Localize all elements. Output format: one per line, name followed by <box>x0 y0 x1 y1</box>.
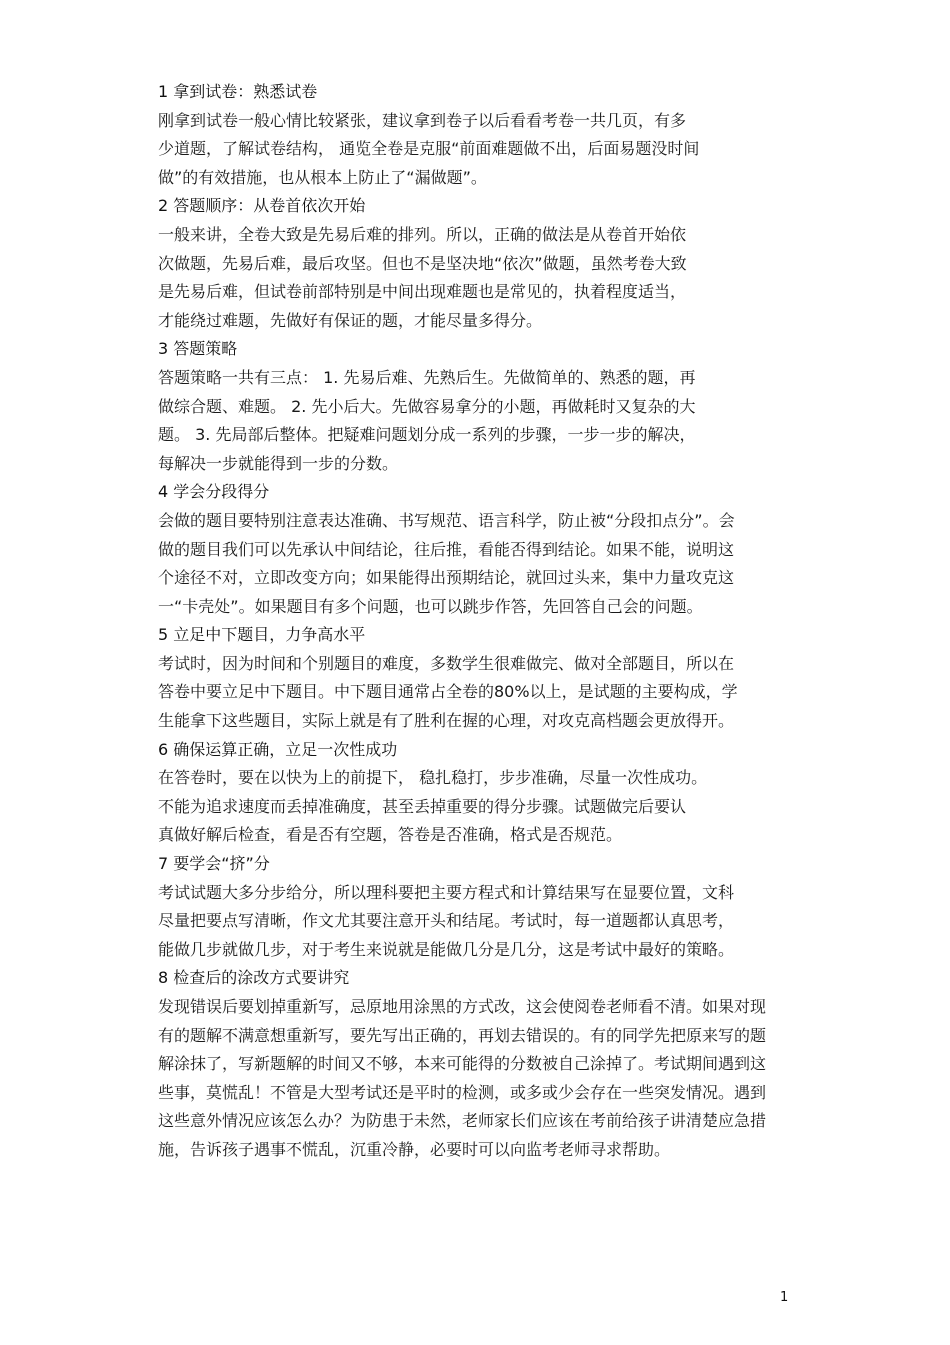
section-heading: 2 答题顺序：从卷首依次开始 <box>158 196 366 216</box>
section <box>158 850 808 964</box>
paragraph-line: 生能拿下这些题目，实际上就是有了胜利在握的心理，对攻克高档题会更放得开。 <box>158 711 735 731</box>
paragraph-line: 不能为追求速度而丢掉准确度，甚至丢掉重要的得分步骤。试题做完后要认 <box>158 796 687 816</box>
paragraph-line: 题。 3. 先局部后整体。把疑难问题划分成一系列的步骤，一步一步的解决， <box>158 425 696 445</box>
paragraph-line: 一般来讲，全卷大致是先易后难的排列。所以，正确的做法是从卷首开始依 <box>158 224 687 244</box>
section <box>158 621 808 735</box>
paragraph-line: 有的题解不满意想重新写，要先写出正确的，再划去错误的。有的同学先把原来写的题 <box>158 1025 767 1045</box>
paragraph-line: 做综合题、难题。 2. 先小后大。先做容易拿分的小题，再做耗时又复杂的大 <box>158 396 696 416</box>
paragraph-line: 在答卷时，要在以快为上的前提下， 稳扎稳打，步步准确，尽量一次性成功。 <box>158 768 708 788</box>
paragraph-line: 解涂抹了，写新题解的时间又不够，本来可能得的分数被自己涂掉了。考试期间遇到这 <box>158 1054 767 1074</box>
document-page <box>158 78 808 1165</box>
paragraph-line: 做”的有效措施，也从根本上防止了“漏做题”。 <box>158 167 487 187</box>
section-heading: 5 立足中下题目，力争高水平 <box>158 625 366 645</box>
paragraph-line: 这些意外情况应该怎么办？为防患于未然，老师家长们应该在考前给孩子讲清楚应急措 <box>158 1111 767 1131</box>
paragraph-line: 答题策略一共有三点： 1. 先易后难、先熟后生。先做简单的、熟悉的题，再 <box>158 367 696 387</box>
section-heading: 8 检查后的涂改方式要讲究 <box>158 968 350 988</box>
section <box>158 478 808 621</box>
paragraph-line: 刚拿到试卷一般心情比较紧张，建议拿到卷子以后看看考卷一共几页，有多 <box>158 110 687 130</box>
paragraph-line: 考试时，因为时间和个别题目的难度，多数学生很难做完、做对全部题目，所以在 <box>158 653 735 673</box>
paragraph-line: 些事，莫慌乱！不管是大型考试还是平时的检测，或多或少会存在一些突发情况。遇到 <box>158 1082 767 1102</box>
paragraph-line: 施，告诉孩子遇事不慌乱，沉重冷静，必要时可以向监考老师寻求帮助。 <box>158 1139 671 1159</box>
paragraph-line: 一“卡壳处”。如果题目有多个问题，也可以跳步作答，先回答自己会的问题。 <box>158 596 703 616</box>
section-heading: 3 答题策略 <box>158 339 238 359</box>
paragraph-line: 考试试题大多分步给分，所以理科要把主要方程式和计算结果写在显要位置，文科 <box>158 882 735 902</box>
paragraph-line: 是先易后难，但试卷前部特别是中间出现难题也是常见的，执着程度适当， <box>158 282 687 302</box>
paragraph-line: 才能绕过难题，先做好有保证的题，才能尽量多得分。 <box>158 310 543 330</box>
paragraph-line: 会做的题目要特别注意表达准确、书写规范、语言科学，防止被“分段扣点分”。会 <box>158 510 735 530</box>
section <box>158 964 808 1164</box>
paragraph-line: 少道题，了解试卷结构， 通览全卷是克服“前面难题做不出，后面易题没时间 <box>158 139 700 159</box>
paragraph-line: 发现错误后要划掉重新写，忌原地用涂黑的方式改，这会使阅卷老师看不清。如果对现 <box>158 997 767 1016</box>
paragraph-line: 答卷中要立足中下题目。中下题目通常占全卷的80%以上，是试题的主要构成，学 <box>158 682 738 702</box>
paragraph-line: 每解决一步就能得到一步的分数。 <box>158 453 399 473</box>
section <box>158 335 808 478</box>
section-heading: 7 要学会“挤”分 <box>158 854 270 874</box>
paragraph-line: 能做几步就做几步，对于考生来说就是能做几分是几分，这是考试中最好的策略。 <box>158 939 735 959</box>
paragraph-line: 尽量把要点写清晰，作文尤其要注意开头和结尾。考试时，每一道题都认真思考， <box>158 911 735 931</box>
paragraph-line: 个途径不对，立即改变方向；如果能得出预期结论，就回过头来，集中力量攻克这 <box>158 568 735 588</box>
section <box>158 192 808 335</box>
section <box>158 78 808 192</box>
section-heading: 4 学会分段得分 <box>158 482 270 502</box>
section <box>158 736 808 850</box>
paragraph-line: 次做题，先易后难，最后攻坚。但也不是坚决地“依次”做题，虽然考卷大致 <box>158 253 687 273</box>
page-number: 1 <box>780 1290 789 1305</box>
section-heading: 6 确保运算正确，立足一次性成功 <box>158 739 398 759</box>
paragraph-line: 真做好解后检查，看是否有空题，答卷是否准确，格式是否规范。 <box>158 825 623 845</box>
section-heading: 1 拿到试卷：熟悉试卷 <box>158 82 318 101</box>
paragraph-line: 做的题目我们可以先承认中间结论，往后推，看能否得到结论。如果不能，说明这 <box>158 539 735 559</box>
